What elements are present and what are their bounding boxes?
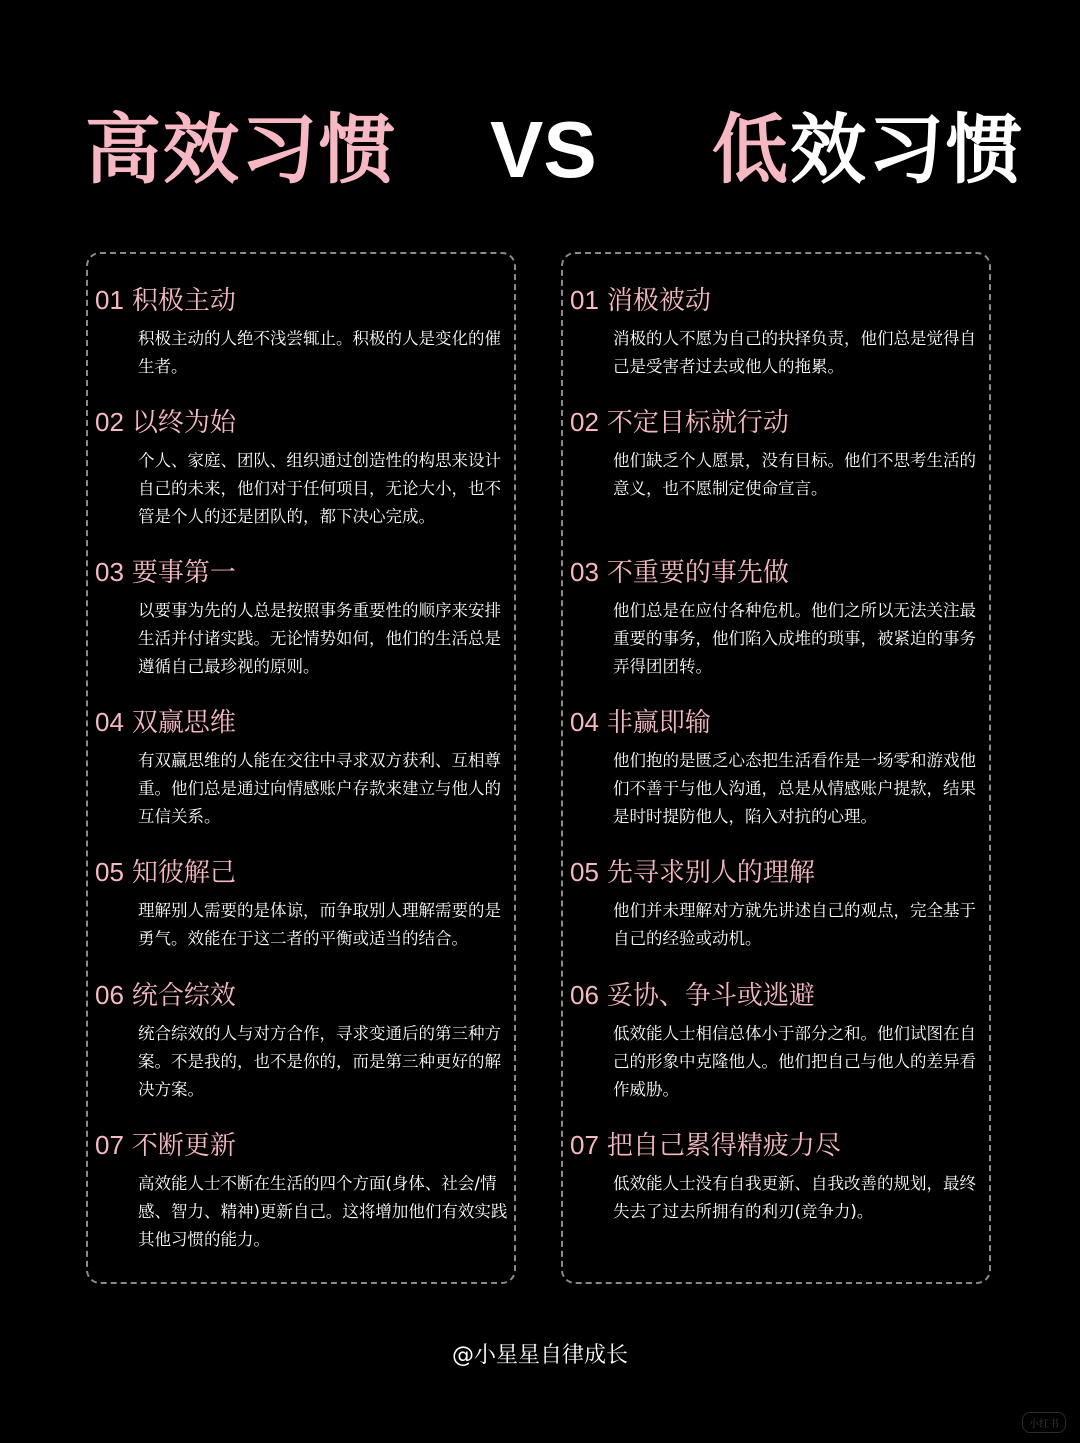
- watermark-logo: 小红书: [1022, 1412, 1066, 1433]
- habit-title: 03 要事第一: [95, 557, 236, 588]
- author-credit: @小星星自律成长: [451, 1343, 628, 1368]
- habit-item: [563, 704, 989, 831]
- habit-title: 04 双赢思维: [95, 707, 236, 738]
- habit-description: 以要事为先的人总是按照事务重要性的顺序来安排生活并付诸实践。无论情势如何，他们的生活总是遵循自己最珍视的原则。: [138, 601, 501, 676]
- habit-title: 07 把自己累得精疲力尽: [570, 1130, 841, 1161]
- habit-title: 05 先寻求别人的理解: [570, 857, 815, 888]
- habit-item: [563, 854, 989, 953]
- low-efficiency-title-rest: 效习惯: [790, 105, 1024, 194]
- habit-description: 他们缺乏个人愿景，没有目标。他们不思考生活的意义，也不愿制定使命宣言。: [613, 451, 976, 498]
- vs-label: VS: [490, 105, 597, 194]
- habit-item: [88, 977, 514, 1104]
- habit-item: [563, 977, 989, 1104]
- habit-title: 05 知彼解己: [95, 857, 236, 888]
- habit-description: 低效能人士相信总体小于部分之和。他们试图在自己的形象中克隆他人。他们把自己与他人的差异看作威胁。: [613, 1024, 976, 1099]
- habit-description: 统合综效的人与对方合作，寻求变通后的第三种方案。不是我的，也不是你的，而是第三种更好的解决方案。: [138, 1024, 501, 1099]
- habit-title: 02 以终为始: [95, 407, 236, 438]
- habit-title: 01 积极主动: [95, 285, 236, 316]
- habit-description: 低效能人士没有自我更新、自我改善的规划，最终失去了过去所拥有的利刃(竞争力)。: [613, 1174, 976, 1221]
- low-efficiency-panel: [561, 252, 991, 1284]
- habit-item: [88, 704, 514, 831]
- habit-title: 06 妥协、争斗或逃避: [570, 980, 815, 1011]
- habit-title: 06 统合综效: [95, 980, 236, 1011]
- habit-description: 个人、家庭、团队、组织通过创造性的构思来设计自己的未来，他们对于任何项目，无论大小，也不管是个人的还是团队的，都下决心完成。: [138, 451, 501, 526]
- habit-item: [563, 404, 989, 503]
- habit-description: 积极主动的人绝不浅尝辄止。积极的人是变化的催生者。: [138, 329, 501, 376]
- habit-item: [563, 554, 989, 681]
- habit-item: [88, 1127, 514, 1254]
- habit-description: 高效能人士不断在生活的四个方面(身体、社会/情感、智力、精神)更新自己。这将增加他们有效实践其他习惯的能力。: [138, 1174, 508, 1249]
- habit-title: 03 不重要的事先做: [570, 557, 789, 588]
- habit-item: [563, 282, 989, 381]
- high-efficiency-panel: [86, 252, 516, 1284]
- habit-description: 他们并未理解对方就先讲述自己的观点，完全基于自己的经验或动机。: [613, 901, 976, 948]
- habit-description: 他们抱的是匮乏心态把生活看作是一场零和游戏他们不善于与他人沟通，总是从情感账户提款，结果是时时提防他人，陷入对抗的心理。: [613, 751, 976, 826]
- habit-title: 04 非赢即输: [570, 707, 711, 738]
- habit-title: 02 不定目标就行动: [570, 407, 789, 438]
- habit-item: [88, 854, 514, 953]
- low-efficiency-title: [712, 100, 1024, 200]
- habit-title: 01 消极被动: [570, 285, 711, 316]
- habit-description: 有双赢思维的人能在交往中寻求双方获利、互相尊重。他们总是通过向情感账户存款来建立与他人的互信关系。: [138, 751, 501, 826]
- habit-item: [88, 554, 514, 681]
- habit-title: 07 不断更新: [95, 1130, 236, 1161]
- low-efficiency-title-first: 低: [712, 105, 790, 194]
- habit-item: [563, 1127, 989, 1226]
- high-efficiency-title: 高效习惯: [85, 105, 397, 194]
- habit-description: 他们总是在应付各种危机。他们之所以无法关注最重要的事务，他们陷入成堆的琐事，被紧迫的事务弄得团团转。: [613, 601, 976, 676]
- habit-description: 理解别人需要的是体谅，而争取别人理解需要的是勇气。效能在于这二者的平衡或适当的结合。: [138, 901, 501, 948]
- habit-description: 消极的人不愿为自己的抉择负责，他们总是觉得自己是受害者过去或他人的拖累。: [613, 329, 976, 376]
- habit-item: [88, 404, 514, 531]
- habit-item: [88, 282, 514, 381]
